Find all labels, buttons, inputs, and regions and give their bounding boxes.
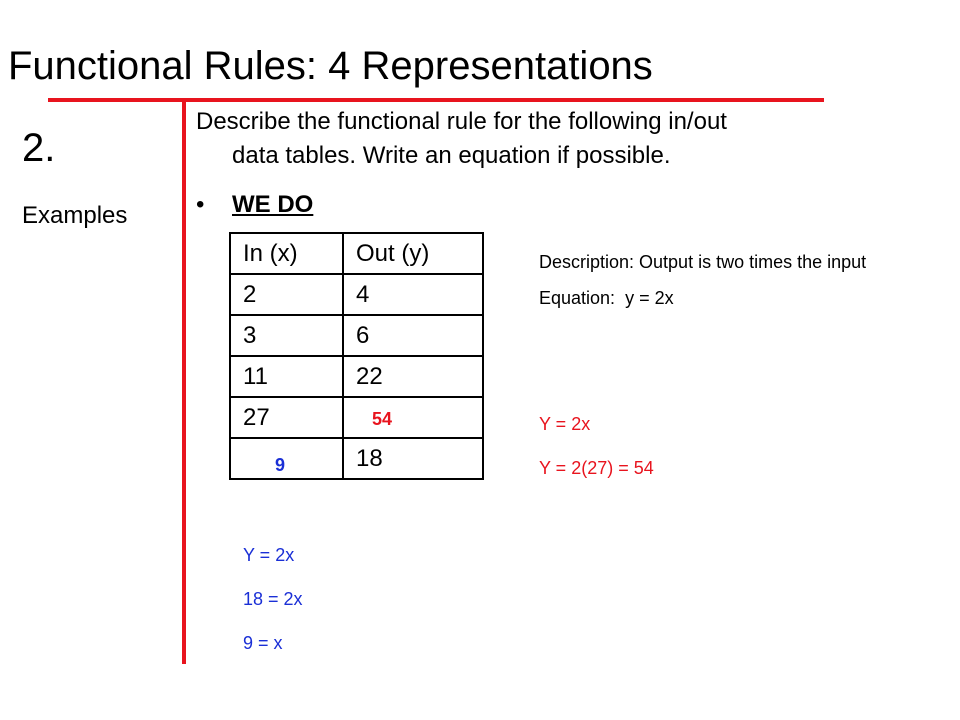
header-in: In (x) bbox=[230, 233, 343, 274]
blue-worked-solution bbox=[243, 543, 303, 675]
answer-red: 54 bbox=[372, 408, 393, 429]
equation-label: Equation: bbox=[539, 288, 616, 308]
equation-line bbox=[539, 284, 939, 312]
table-row bbox=[230, 438, 483, 479]
in-out-table bbox=[229, 232, 484, 480]
section-number: 2. bbox=[22, 126, 56, 170]
cell-in: 3 bbox=[230, 315, 343, 356]
red-work-line: Y = 2x bbox=[539, 414, 591, 434]
table-row bbox=[230, 274, 483, 315]
section-label: Examples bbox=[22, 202, 128, 229]
instructions bbox=[196, 105, 936, 173]
table-row bbox=[230, 315, 483, 356]
cell-out: 18 bbox=[343, 438, 483, 479]
red-worked-solution bbox=[539, 412, 654, 500]
cell-in: 2 bbox=[230, 274, 343, 315]
description-block bbox=[539, 248, 939, 312]
slide-title: Functional Rules: 4 Representations bbox=[8, 44, 653, 88]
answer-blue: 9 bbox=[275, 454, 286, 475]
table-row bbox=[230, 397, 483, 438]
blue-work-line: Y = 2x bbox=[243, 545, 295, 565]
cell-out-answer bbox=[343, 397, 483, 438]
bullet-icon: • bbox=[196, 191, 205, 218]
instructions-line-2: data tables. Write an equation if possible. bbox=[232, 142, 671, 169]
we-do-bullet bbox=[196, 188, 313, 222]
cell-in: 11 bbox=[230, 356, 343, 397]
table-row bbox=[230, 356, 483, 397]
cell-out: 4 bbox=[343, 274, 483, 315]
red-work-line: Y = 2(27) = 54 bbox=[539, 458, 654, 478]
cell-out: 22 bbox=[343, 356, 483, 397]
we-do-label: WE DO bbox=[232, 191, 314, 218]
header-out: Out (y) bbox=[343, 233, 483, 274]
instructions-line-1: Describe the functional rule for the following in/out bbox=[196, 108, 727, 135]
cell-out: 6 bbox=[343, 315, 483, 356]
cell-in-answer bbox=[230, 438, 343, 479]
description-text: Description: Output is two times the input bbox=[539, 252, 867, 272]
equation-value: y = 2x bbox=[625, 288, 674, 308]
title-underline-rule bbox=[48, 98, 824, 102]
blue-work-line: 9 = x bbox=[243, 633, 283, 653]
blue-work-line: 18 = 2x bbox=[243, 589, 303, 609]
table-header-row bbox=[230, 233, 483, 274]
left-divider-rule bbox=[182, 102, 186, 664]
cell-in: 27 bbox=[230, 397, 343, 438]
